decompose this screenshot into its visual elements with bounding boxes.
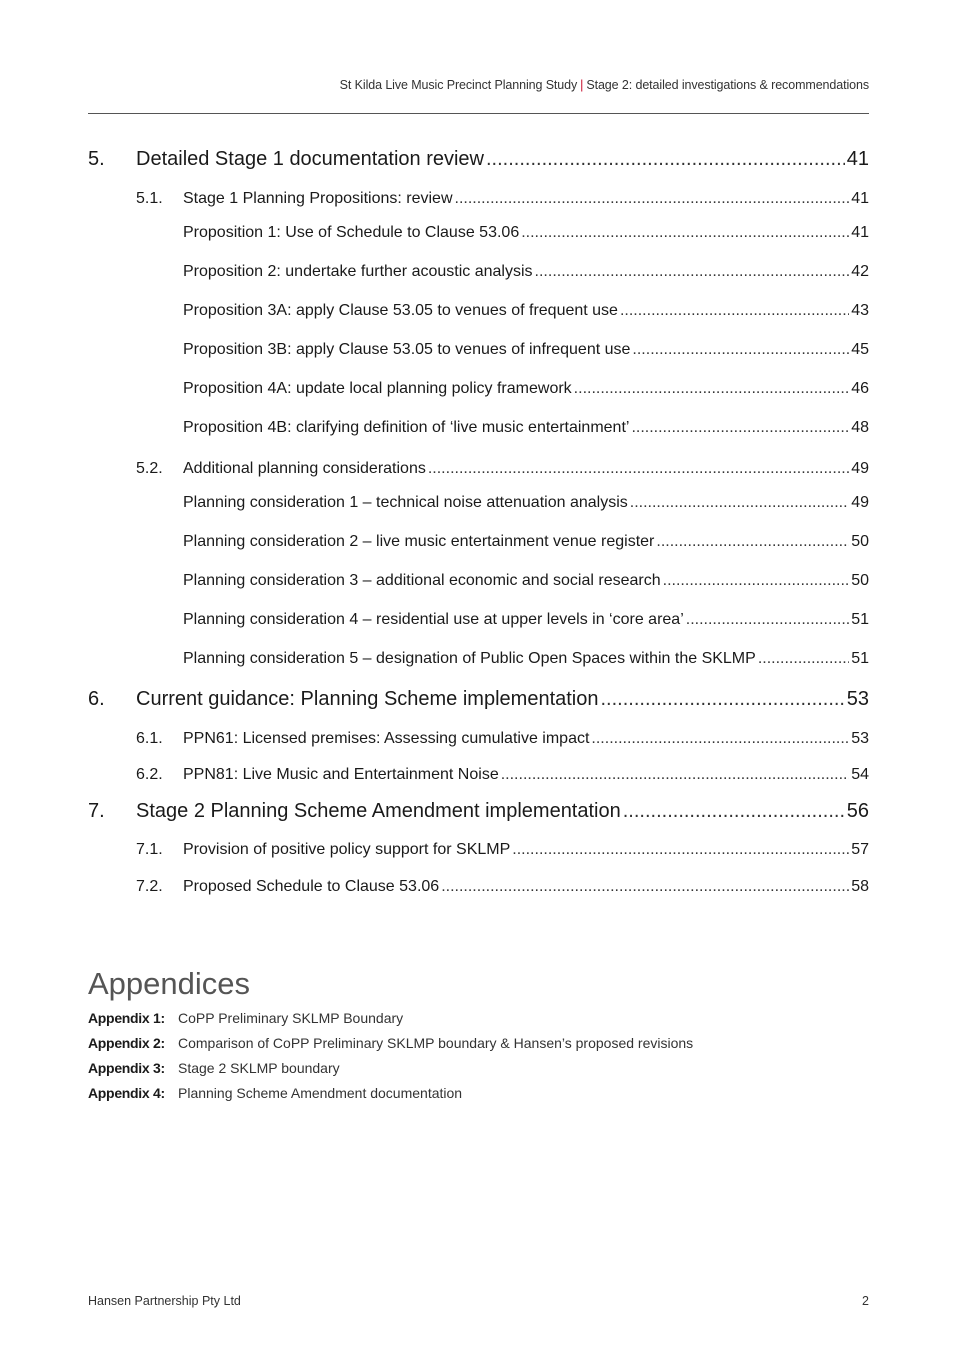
toc-entry-number: 7.1. <box>136 841 163 858</box>
toc-entry-number: 6.2. <box>136 766 163 783</box>
header-study-title: St Kilda Live Music Precinct Planning Study <box>339 78 578 92</box>
toc-entry-title: Planning consideration 5 – designation of Public Open Spaces within the SKLMP <box>183 650 756 667</box>
toc-entry-level-3[interactable] <box>183 611 869 629</box>
footer-company: Hansen Partnership Pty Ltd <box>88 1294 241 1308</box>
appendix-label: Appendix 1: <box>88 1010 165 1026</box>
running-header <box>88 78 869 92</box>
toc-entry-level-3[interactable] <box>183 224 869 242</box>
toc-dot-leader <box>656 533 849 551</box>
toc-entry-page: 53 <box>846 688 869 710</box>
toc-entry-number: 6.1. <box>136 730 163 747</box>
toc-entry-title: Detailed Stage 1 documentation review <box>136 148 484 170</box>
toc-dot-leader <box>428 460 849 478</box>
toc-dot-leader <box>521 224 849 242</box>
toc-entry-level-3[interactable] <box>183 494 869 512</box>
toc-dot-leader <box>535 263 850 281</box>
toc-dot-leader <box>501 766 849 784</box>
toc-entry-title: PPN81: Live Music and Entertainment Noise <box>183 766 499 783</box>
toc-entry-page: 45 <box>851 341 869 358</box>
toc-entry-number: 7. <box>88 800 105 822</box>
toc-dot-leader <box>486 148 845 171</box>
toc-entry-page: 56 <box>846 800 869 822</box>
toc-entry-page: 50 <box>851 533 869 550</box>
toc-entry-level-1[interactable] <box>88 688 869 711</box>
toc-entry-title: Provision of positive policy support for SKLMP <box>183 841 511 858</box>
toc-entry-page: 48 <box>851 419 869 436</box>
toc-entry-page: 46 <box>851 380 869 397</box>
toc-entry-page: 41 <box>846 148 869 170</box>
toc-dot-leader <box>455 190 850 208</box>
toc-entry-title: Planning consideration 1 – technical noise attenuation analysis <box>183 494 628 511</box>
toc-entry-level-3[interactable] <box>183 533 869 551</box>
toc-entry-page: 51 <box>851 611 869 628</box>
toc-entry-title: Stage 1 Planning Propositions: review <box>183 190 453 207</box>
header-rule <box>88 113 869 114</box>
appendix-text: Planning Scheme Amendment documentation <box>178 1085 463 1101</box>
toc-entry-page: 51 <box>851 650 869 667</box>
appendix-text: CoPP Preliminary SKLMP Boundary <box>178 1010 404 1026</box>
appendix-text: Comparison of CoPP Preliminary SKLMP boundary & Hansen’s proposed revisions <box>178 1035 694 1051</box>
toc-entry-level-3[interactable] <box>183 572 869 590</box>
toc-entry-title: PPN61: Licensed premises: Assessing cumulative impact <box>183 730 590 747</box>
toc-entry-title: Proposition 2: undertake further acoustic analysis <box>183 263 533 280</box>
toc-entry-title: Proposition 3B: apply Clause 53.05 to venues of infrequent use <box>183 341 631 358</box>
toc-entry-level-2[interactable] <box>136 878 869 896</box>
toc-entry-number: 5. <box>88 148 105 170</box>
toc-dot-leader <box>591 730 849 748</box>
toc-dot-leader <box>630 494 849 512</box>
toc-entry-page: 42 <box>851 263 869 280</box>
toc-entry-number: 6. <box>88 688 105 710</box>
toc-entry-page: 49 <box>851 460 869 477</box>
toc-entry-level-2[interactable] <box>136 730 869 748</box>
toc-entry-level-3[interactable] <box>183 419 869 437</box>
toc-dot-leader <box>663 572 850 590</box>
toc-dot-leader <box>601 688 845 711</box>
toc-entry-level-2[interactable] <box>136 460 869 478</box>
toc-entry-title: Planning consideration 3 – additional economic and social research <box>183 572 661 589</box>
toc-entry-title: Proposition 1: Use of Schedule to Clause 53.06 <box>183 224 520 241</box>
appendix-label: Appendix 2: <box>88 1035 165 1051</box>
toc-dot-leader <box>512 841 849 859</box>
toc-entry-page: 41 <box>851 190 869 207</box>
header-separator: | <box>580 78 584 92</box>
toc-dot-leader <box>758 650 849 668</box>
toc-entry-title: Proposition 3A: apply Clause 53.05 to venues of frequent use <box>183 302 618 319</box>
toc-entry-title: Stage 2 Planning Scheme Amendment implementation <box>136 800 621 822</box>
toc-entry-title: Proposed Schedule to Clause 53.06 <box>183 878 440 895</box>
toc-entry-level-2[interactable] <box>136 841 869 859</box>
toc-dot-leader <box>620 302 849 320</box>
toc-entry-title: Planning consideration 2 – live music entertainment venue register <box>183 533 655 550</box>
toc-entry-number: 5.2. <box>136 460 163 477</box>
toc-entry-page: 43 <box>851 302 869 319</box>
toc-entry-level-3[interactable] <box>183 341 869 359</box>
toc-entry-page: 58 <box>851 878 869 895</box>
toc-entry-number: 5.1. <box>136 190 163 207</box>
toc-entry-level-1[interactable] <box>88 148 869 171</box>
toc-entry-page: 49 <box>851 494 869 511</box>
appendices-title: Appendices <box>88 966 251 1001</box>
toc-dot-leader <box>574 380 850 398</box>
toc-entry-title: Proposition 4B: clarifying definition of ‘live music entertainment’ <box>183 419 630 436</box>
toc-dot-leader <box>623 800 845 823</box>
toc-entry-page: 50 <box>851 572 869 589</box>
toc-dot-leader <box>631 419 849 437</box>
toc-entry-level-3[interactable] <box>183 263 869 281</box>
toc-entry-level-3[interactable] <box>183 380 869 398</box>
toc-entry-page: 57 <box>851 841 869 858</box>
toc-entry-number: 7.2. <box>136 878 163 895</box>
toc-entry-title: Proposition 4A: update local planning policy framework <box>183 380 572 397</box>
toc-entry-page: 53 <box>851 730 869 747</box>
toc-entry-level-3[interactable] <box>183 650 869 668</box>
appendix-text: Stage 2 SKLMP boundary <box>178 1060 340 1076</box>
header-stage-title: Stage 2: detailed investigations & recommendations <box>586 78 869 92</box>
toc-entry-level-3[interactable] <box>183 302 869 320</box>
toc-entry-level-1[interactable] <box>88 800 869 823</box>
appendix-item <box>88 1010 403 1026</box>
toc-entry-level-2[interactable] <box>136 190 869 208</box>
toc-entry-title: Current guidance: Planning Scheme implementation <box>136 688 599 710</box>
toc-entry-page: 41 <box>851 224 869 241</box>
toc-dot-leader <box>441 878 849 896</box>
appendix-label: Appendix 4: <box>88 1085 165 1101</box>
footer-page-number: 2 <box>862 1294 869 1308</box>
appendix-item <box>88 1085 462 1101</box>
toc-entry-title: Additional planning considerations <box>183 460 426 477</box>
toc-entry-title: Planning consideration 4 – residential use at upper levels in ‘core area’ <box>183 611 684 628</box>
appendix-item <box>88 1060 340 1076</box>
toc-entry-level-2[interactable] <box>136 766 869 784</box>
toc-dot-leader <box>632 341 849 359</box>
appendix-label: Appendix 3: <box>88 1060 165 1076</box>
appendix-item <box>88 1035 693 1051</box>
toc-entry-page: 54 <box>851 766 869 783</box>
toc-dot-leader <box>686 611 849 629</box>
